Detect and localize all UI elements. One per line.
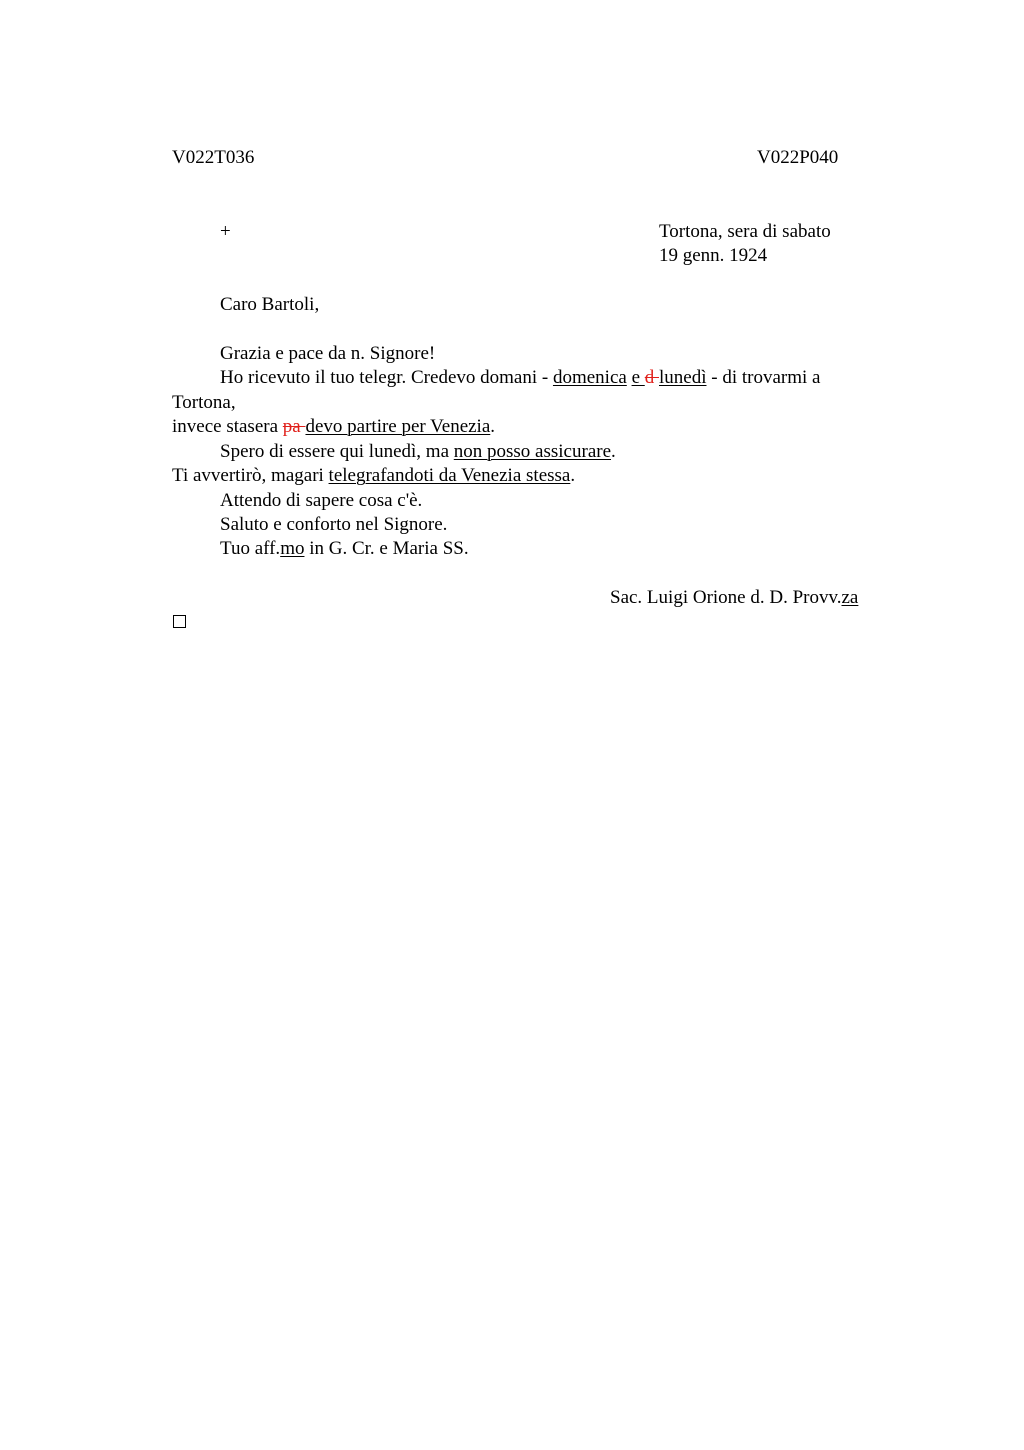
document-code-right: V022P040 [757, 147, 839, 168]
greeting: Caro Bartoli, [220, 294, 320, 315]
body-text: invece stasera [172, 416, 283, 437]
body-text: Spero di essere qui lunedì, ma [220, 441, 454, 462]
body-text: . [490, 416, 496, 437]
place-date-line2: 19 genn. 1924 [659, 245, 768, 266]
body-line [220, 440, 616, 464]
body-text: . [611, 441, 616, 462]
signature [610, 586, 858, 610]
body-line: Grazia e pace da n. Signore! [220, 343, 436, 364]
underlined-text: non posso assicurare [453, 441, 612, 462]
checkbox-square-icon [173, 615, 186, 628]
body-line [172, 464, 575, 488]
underlined-text: lunedì [659, 367, 707, 388]
deleted-text: d [644, 367, 659, 388]
body-line [220, 537, 469, 561]
underlined-text: domenica [552, 367, 627, 388]
body-line: Tortona, [172, 392, 236, 413]
underlined-text: e [631, 367, 645, 388]
signature-text: Sac. Luigi Orione d. D. Provv. [610, 587, 842, 608]
body-line: Attendo di sapere cosa c'è. [220, 490, 423, 511]
place-date-line1: Tortona, sera di sabato [659, 221, 831, 242]
body-text: in G. Cr. e Maria SS. [304, 538, 469, 559]
deleted-text: pa [282, 416, 306, 437]
body-text: Tuo aff. [220, 538, 281, 559]
body-text: - di trovarmi a [706, 367, 821, 388]
underlined-text: telegrafandoti da Venezia stessa [328, 465, 571, 486]
signature-suffix: za [841, 587, 859, 608]
body-text: Ti avvertirò, magari [172, 465, 329, 486]
body-text: Ho ricevuto il tuo telegr. Credevo domani - [220, 367, 553, 388]
document-code-left: V022T036 [172, 147, 255, 168]
underlined-text: devo partire per Venezia [305, 416, 491, 437]
body-line: Saluto e conforto nel Signore. [220, 514, 448, 535]
cross-symbol: + [220, 221, 231, 242]
body-text: . [570, 465, 576, 486]
body-line [172, 415, 495, 439]
underlined-text: mo [280, 538, 305, 559]
body-line [220, 366, 820, 390]
